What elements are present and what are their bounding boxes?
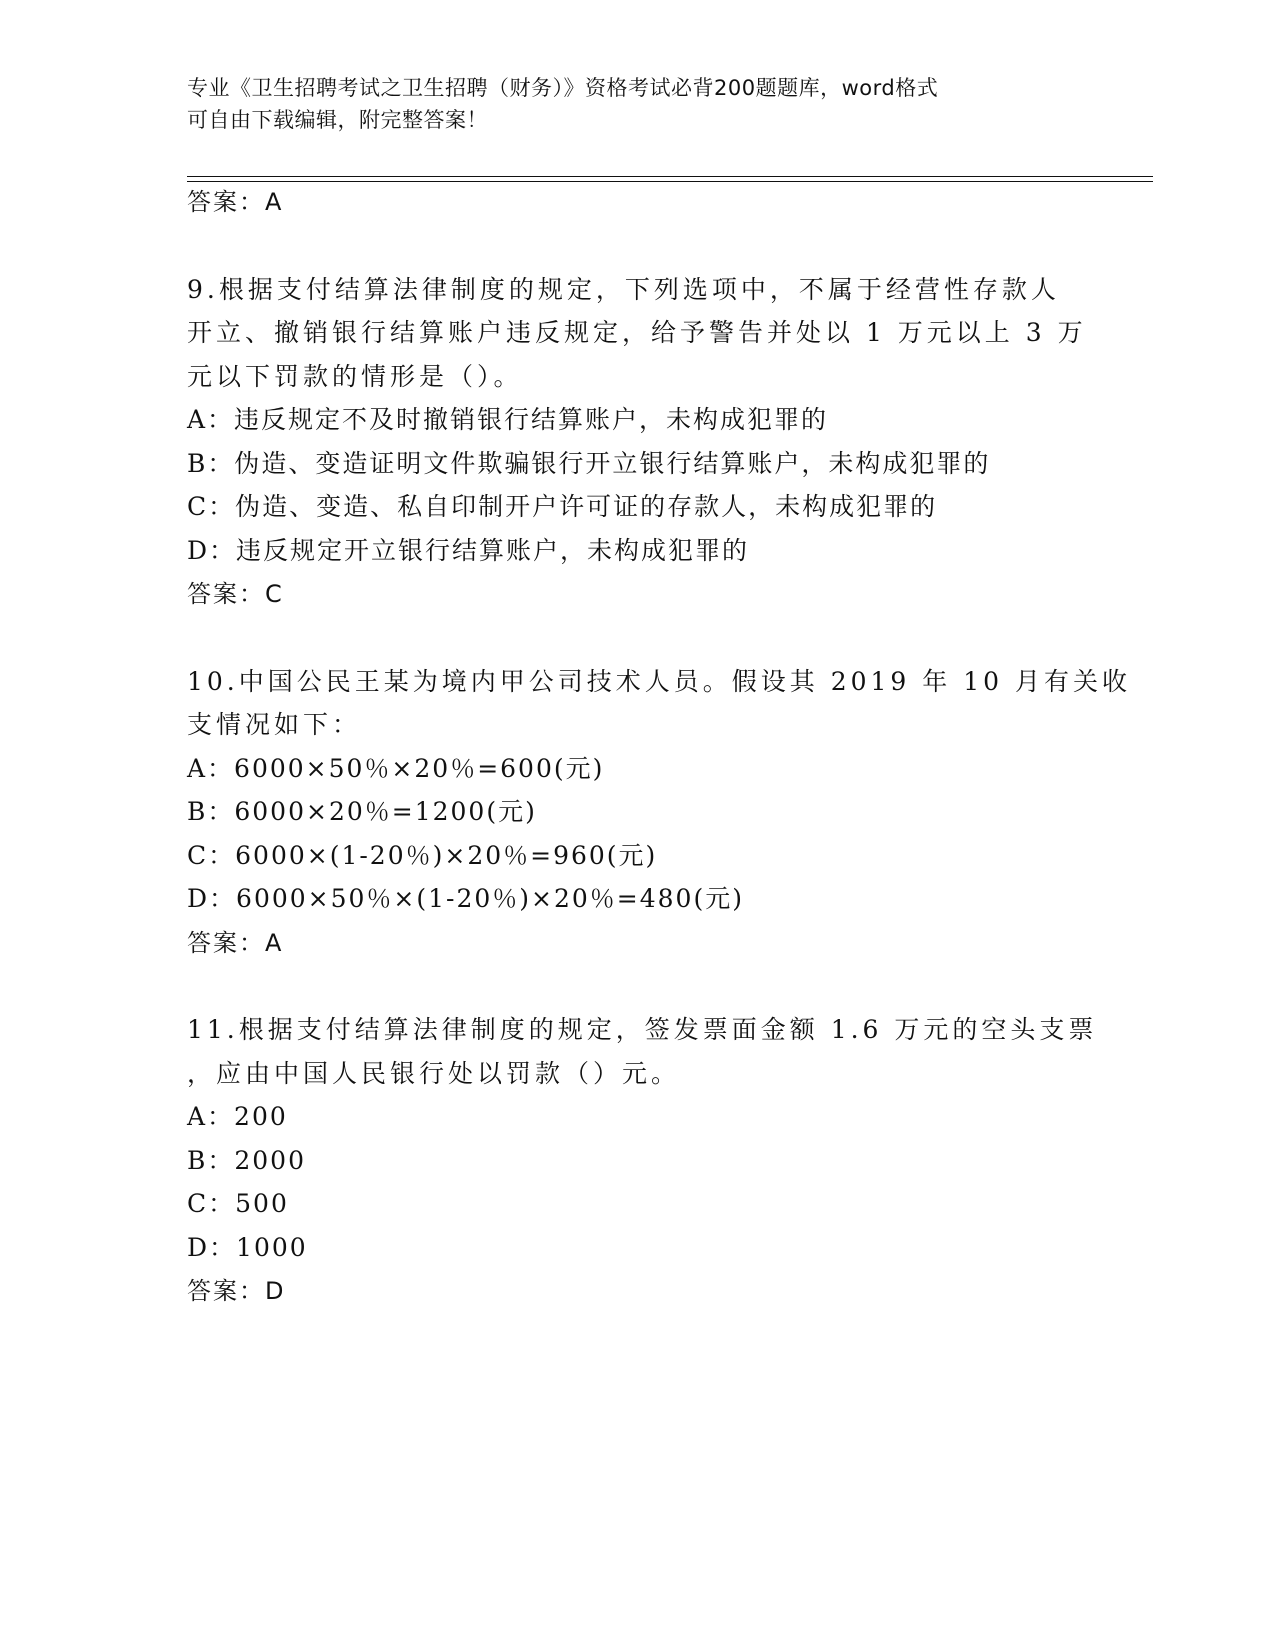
question-stem-line: 开立、撤销银行结算账户违反规定，给予警告并处以 1 万元以上 3 万 [187, 318, 1087, 347]
question-stem-line: ，应由中国人民银行处以罚款（）元。 [187, 1059, 681, 1088]
option-d: D：违反规定开立银行结算账户，未构成犯罪的 [187, 536, 750, 565]
option-c: C：伪造、变造、私自印制开户许可证的存款人，未构成犯罪的 [187, 492, 938, 521]
question-stem-line: 元以下罚款的情形是（）。 [187, 362, 523, 391]
question-stem-line: 11.根据支付结算法律制度的规定，签发票面金额 1.6 万元的空头支票 [187, 1015, 1098, 1044]
document-header [187, 72, 1067, 136]
option-d: D：6000×50％×(1-20％)×20％=480(元) [187, 884, 744, 913]
option-b: B：伪造、变造证明文件欺骗银行开立银行结算账户，未构成犯罪的 [187, 449, 991, 478]
option-d: D：1000 [187, 1233, 308, 1262]
option-c: C：500 [187, 1189, 289, 1218]
answer: 答案：C [187, 580, 284, 608]
header-divider-top [187, 176, 1153, 177]
header-line-1: 专业《卫生招聘考试之卫生招聘（财务）》资格考试必背200题题库，word格式 [187, 76, 939, 100]
header-line-2: 可自由下载编辑，附完整答案！ [187, 108, 488, 132]
option-a: A：违反规定不及时撤销银行结算账户，未构成犯罪的 [187, 405, 829, 434]
question-stem-line: 支情况如下： [187, 710, 362, 739]
option-b: B：6000×20％=1200(元) [187, 797, 537, 826]
option-a: A：200 [187, 1102, 288, 1131]
option-b: B：2000 [187, 1146, 306, 1175]
answer: 答案：D [187, 1277, 286, 1305]
question-stem-line: 10.中国公民王某为境内甲公司技术人员。假设其 2019 年 10 月有关收 [187, 667, 1131, 696]
question-stem-line: 9.根据支付结算法律制度的规定，下列选项中，不属于经营性存款人 [187, 275, 1060, 304]
answer: 答案：A [187, 929, 284, 957]
option-c: C：6000×(1-20％)×20％=960(元) [187, 841, 658, 870]
previous-answer: 答案：A [187, 188, 284, 216]
option-a: A：6000×50％×20％=600(元) [187, 754, 605, 783]
header-divider-bottom [187, 181, 1153, 182]
